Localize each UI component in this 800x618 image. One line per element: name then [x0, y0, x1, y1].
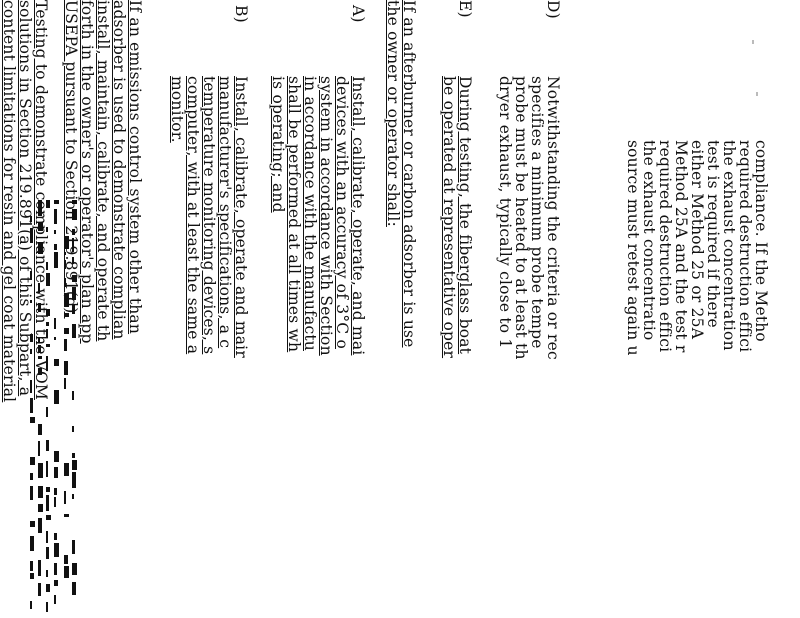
text-line: Notwithstanding the criteria or rec [544, 76, 562, 360]
text-line: probe must be heated to at least th [512, 76, 530, 360]
text-line: the exhaust concentration [720, 140, 738, 351]
barcode-bar [46, 602, 48, 612]
barcode-bar [38, 583, 41, 596]
text-line: the exhaust concentratio [640, 140, 658, 341]
barcode-bar [54, 595, 56, 604]
barcode-bar [54, 543, 59, 557]
barcode-bar [64, 566, 69, 578]
text-line: If an afterburner or carbon adsorber is use [400, 0, 418, 348]
barcode-bar [46, 570, 48, 577]
barcode-bar [38, 504, 43, 512]
barcode-bar [38, 560, 41, 576]
barcode-bar [30, 561, 33, 571]
para-b-marker: B) [232, 5, 250, 23]
para-e-marker: E) [456, 0, 474, 18]
text-line: install, maintain, calibrate, and operate th [94, 0, 112, 342]
text-line: test is required if there [704, 140, 722, 328]
text-line: Install, calibrate, operate and mair [232, 76, 250, 358]
barcode-bar [30, 521, 35, 527]
text-line: USEPA pursuant to Section 219.891(d). [62, 0, 80, 319]
text-line: in accordance with the manufactu [301, 76, 319, 351]
barcode-bar [30, 601, 32, 609]
barcode-bar [30, 573, 34, 579]
barcode-bar [64, 514, 69, 517]
text-line: temperature monitoring devices, s [200, 76, 218, 355]
barcode-bar [54, 563, 57, 575]
text-line: Method 25A and the test r [672, 140, 690, 353]
text-line: Install, calibrate, operate, and mai [349, 76, 367, 356]
barcode-bar [46, 584, 50, 592]
barcode-bar [46, 547, 49, 559]
text-line: content limitations for resin and gel coat material [0, 0, 18, 403]
text-line: computer, with at least the same a [184, 76, 202, 355]
text-line: Testing to demonstrate compliance with the VOM [32, 0, 50, 400]
text-line: During testing, the fiberglass boat [456, 76, 474, 355]
text-line: devices with an accuracy of 3°C o [333, 76, 351, 349]
barcode-bar [72, 563, 77, 575]
text-line: compliance. If the Metho [752, 140, 770, 342]
text-line: dryer exhaust, typically close to 1 [496, 76, 514, 349]
barcode-bar [54, 497, 56, 507]
text-line: source must retest again u [624, 140, 642, 356]
text-line: required destruction effici [736, 140, 754, 353]
barcode-bar [46, 531, 48, 543]
barcode-bar [38, 518, 42, 533]
text-line: If an emissions control system other than [126, 0, 144, 335]
text-line: the owner or operator shall: [384, 0, 402, 227]
text-line: manufacturer's specifications, a c [216, 76, 234, 349]
text-line: shall be performed at all times wh [285, 76, 303, 353]
text-line: required destruction effici [656, 140, 674, 353]
barcode-bar [46, 515, 51, 520]
text-line: either Method 25 or 25A [688, 140, 706, 340]
text-line: adsorber is used to demonstrate complian [110, 0, 128, 340]
text-line: be operated at representative oper [440, 76, 458, 359]
para-a-marker: A) [349, 5, 367, 23]
scan-speck [756, 92, 758, 96]
barcode-bar [54, 580, 58, 586]
text-line: monitor. [168, 76, 186, 143]
barcode-bar [30, 536, 34, 551]
scan-speck [752, 40, 754, 44]
barcode-bar [54, 533, 57, 540]
barcode-bar [72, 582, 76, 595]
barcode-bar [64, 555, 68, 564]
para-d-marker: D) [544, 0, 562, 19]
text-line: forth in the owner's or operator's plan app [78, 0, 96, 344]
text-line: system in accordance with Section [317, 76, 335, 356]
text-line: is operating; and [269, 76, 287, 213]
barcode-bar [72, 540, 75, 554]
text-line: specifies a minimum probe tempe [528, 76, 546, 349]
text-line: solutions in Section 219.891(a) of this Subpart, a [16, 0, 34, 397]
